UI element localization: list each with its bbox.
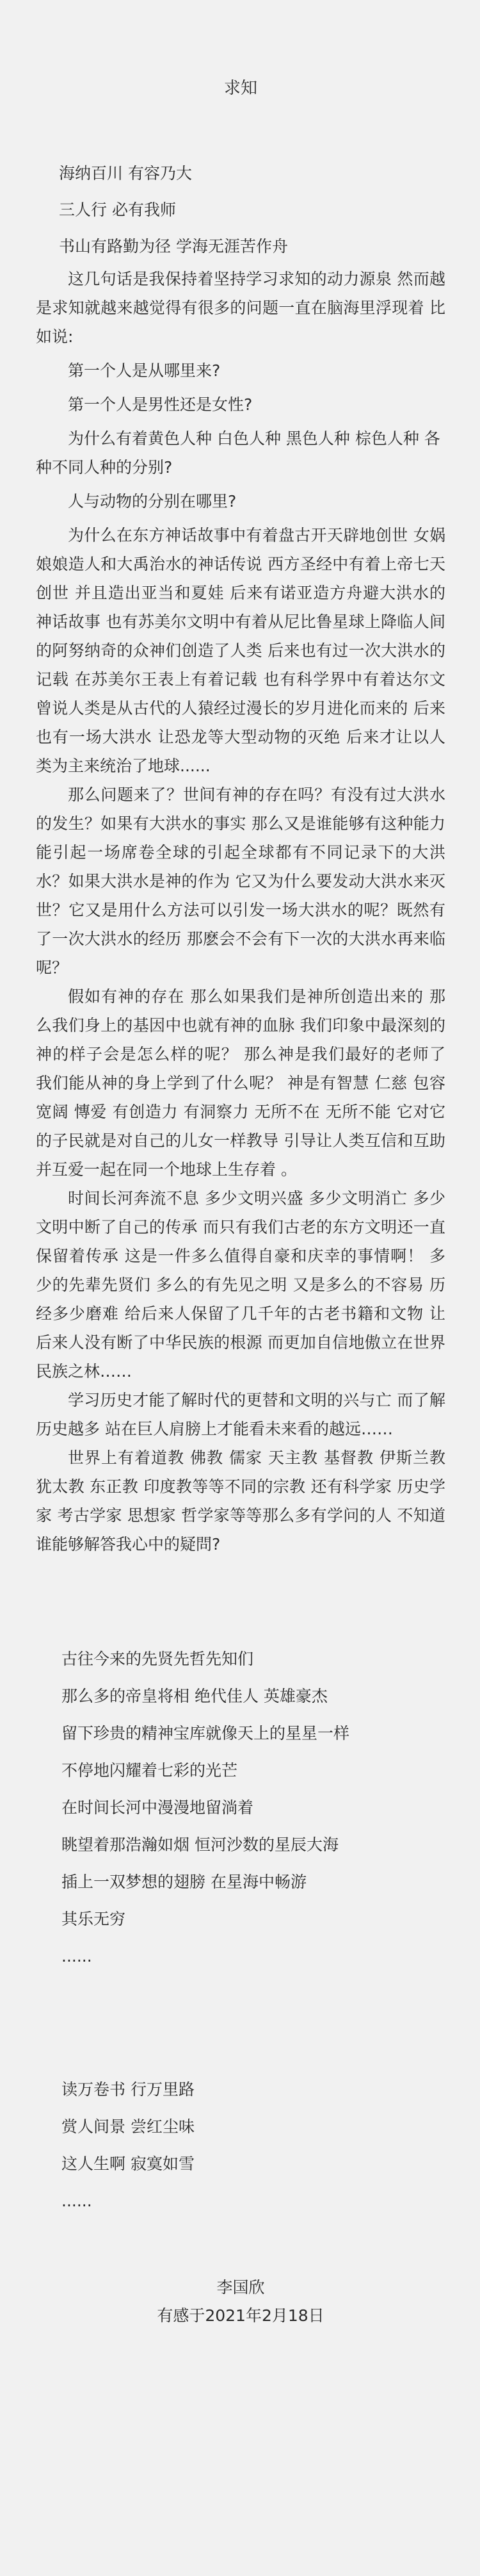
question-item: 为什么有着黄色人种 白色人种 黑色人种 棕色人种 各种不同人种的分别? (36, 429, 440, 477)
poem-line: 眺望着那浩瀚如烟 恒河沙数的星辰大海 (61, 1835, 339, 1854)
poem-stanza (36, 1641, 445, 1975)
paragraph-god: 假如有神的存在 那么如果我们是神所创造出来的 那么我们身上的基因中也就有神的血脉 我们印象中最深刻的神的样子会是怎么样的呢？ 那么神是我们最好的老师了 我们能从神的身上学到了什么呢？ 神是有智慧 仁慈 包容 宽阔 慱爱 有创造力 有洞察力 无所不在 无所不能 它对它的子民就是对自己的儿女一样教导 引导让人类互信和互助并互爱一起在同一个地球上生存着 。 (36, 987, 445, 1179)
question-item: 人与动物的分别在哪里? (68, 492, 237, 511)
poem-line: 那么多的帝皇将相 绝代佳人 英雄豪杰 (61, 1687, 328, 1705)
poem-stanza-second (36, 2071, 445, 2220)
mottos (36, 155, 445, 265)
poem-line: 这人生啊 寂寞如雪 (61, 2154, 195, 2173)
poem-line: 古往今来的先贤先哲先知们 (61, 1650, 254, 1668)
paragraph-religions: 世界上有着道教 佛教 儒家 天主教 基督教 伊斯兰教 犹太教 东正教 印度教等等不同的宗教 还有科学家 历史学家 考古学家 思想家 哲学家等等那么多有学问的人 不知道谁能够解答我心中的疑問? (36, 1448, 445, 1554)
paragraph-history: 学习历史才能了解时代的更替和文明的兴与亡 而了解历史越多 站在巨人肩膀上才能看未来看的越远…… (36, 1391, 445, 1438)
question-list (36, 356, 445, 516)
intro-paragraph: 这几句话是我保持着坚持学习求知的动力源泉 然而越是求知就越来越觉得有很多的问题一直在脑海里浮现着 比如说: (36, 270, 445, 346)
poem-line: 赏人间景 尝红尘味 (61, 2117, 195, 2136)
poem-line: 不停地闪耀着七彩的光芒 (61, 1761, 238, 1780)
poem-line: 其乐无穷 (61, 1910, 126, 1928)
motto-line: 海纳百川 有容乃大 (59, 164, 192, 183)
poem-line: 插上一双梦想的翅膀 在星海中畅游 (61, 1873, 307, 1891)
poem-line: ...... (61, 1947, 92, 1965)
poem-line: 在时间长河中漫漫地留淌着 (61, 1798, 254, 1817)
poem-line: 读万卷书 行万里路 (61, 2080, 195, 2099)
poem-line: 留下珍贵的精神宝库就像天上的星星一样 (61, 1724, 350, 1743)
question-item: 第一个人是从哪里来? (68, 361, 221, 380)
motto-line: 书山有路勤为径 学海无涯苦作舟 (59, 237, 288, 256)
paragraph-civilization: 时间长河奔流不息 多少文明兴盛 多少文明消亡 多少文明中断了自己的传承 而只有我们古老的东方文明还一直保留着传承 这是一件多么值得自豪和庆幸的事情啊！ 多少的先辈先贤们 多么的有先见之明 又是多么的不容易 历经多少磨难 给后来人保留了几千年的古老书籍和文物 让后来人没有断了中华民族的根源 而更加自信地傲立在世界民族之林…… (36, 1189, 445, 1381)
signature-block (36, 2274, 445, 2330)
paragraph-myths: 为什么在东方神话故事中有着盘古开天辟地创世 女娲娘娘造人和大禹治水的神话传说 西方圣经中有着上帝七天创世 并且造出亚当和夏娃 后来有诺亚造方舟避大洪水的神话故事 也有苏美尔文明中有着从尼比鲁星球上降临人间的阿努纳奇的众神们创造了人类 后来也有过一次大洪水的记载 在苏美尔王表上有着记载 也有科学界中有着达尔文曾说人类是从古代的人猿经过漫长的岁月进化而来的 后来也有一场大洪水 让恐龙等大型动物的灭绝 后来才让以人类为主来统治了地球...... (36, 526, 445, 775)
author-name: 李国欣 (216, 2278, 265, 2297)
question-item: 第一个人是男性还是女性? (68, 395, 253, 414)
date-line: 有感于2021年2月18日 (157, 2306, 324, 2325)
paragraph-flood: 那么问题来了？世间有神的存在吗？有没有过大洪水的发生？如果有大洪水的事实 那么又是谁能够有这种能力能引起一场席卷全球的引起全球都有不同记录下的大洪水？如果大洪水是神的作为 它又为什么要发动大洪水来灭世？它又是用什么方法可以引发一场大洪水的呢？既然有了一次大洪水的经历 那麽会不会有下一次的大洪水再来临呢？ (36, 785, 445, 977)
motto-line: 三人行 必有我师 (59, 201, 176, 219)
poem-line: ...... (61, 2192, 92, 2210)
document-title: 求知 (223, 79, 257, 98)
